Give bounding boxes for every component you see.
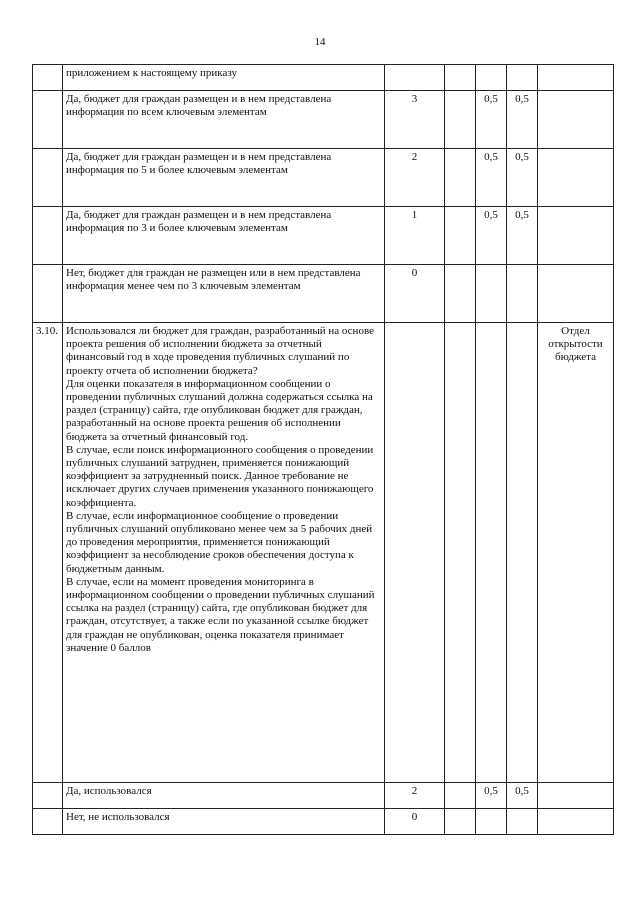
score-cell: 2 [385, 149, 445, 207]
coefficient-b-cell [507, 809, 538, 835]
department-cell [538, 91, 614, 149]
coefficient-b-cell: 0,5 [507, 149, 538, 207]
criterion-text: Да, бюджет для граждан размещен и в нем представлена информация по всем ключевым элементам [63, 91, 385, 149]
row-number [33, 149, 63, 207]
empty-cell [445, 265, 476, 323]
criterion-text: Нет, бюджет для граждан не размещен или в нем представлена информация менее чем по 3 ключевым элементам [63, 265, 385, 323]
row-number [33, 91, 63, 149]
table-row [33, 65, 614, 91]
coefficient-b-cell [507, 323, 538, 783]
department-cell [538, 65, 614, 91]
row-number [33, 265, 63, 323]
empty-cell [445, 323, 476, 783]
department-cell [538, 207, 614, 265]
score-cell [385, 65, 445, 91]
criteria-table [32, 64, 614, 835]
department-cell [538, 265, 614, 323]
row-number [33, 207, 63, 265]
table-row [33, 323, 614, 783]
coefficient-b-cell: 0,5 [507, 783, 538, 809]
coefficient-a-cell: 0,5 [476, 783, 507, 809]
table-row [33, 265, 614, 323]
coefficient-a-cell: 0,5 [476, 207, 507, 265]
coefficient-b-cell: 0,5 [507, 207, 538, 265]
empty-cell [445, 207, 476, 265]
coefficient-a-cell: 0,5 [476, 149, 507, 207]
row-number [33, 783, 63, 809]
coefficient-a-cell [476, 323, 507, 783]
score-cell: 3 [385, 91, 445, 149]
coefficient-a-cell [476, 65, 507, 91]
criterion-text: Да, использовался [63, 783, 385, 809]
score-cell: 0 [385, 809, 445, 835]
department-cell [538, 783, 614, 809]
department-cell [538, 809, 614, 835]
table-row [33, 207, 614, 265]
empty-cell [445, 809, 476, 835]
criterion-text: Использовался ли бюджет для граждан, разработанный на основе проекта решения об исполнении бюджета за отчетный финансовый год в ходе проведения публичных слушаний по проекту отчета об исполнении бюджета? Для оценки показателя в информационном сообщении о проведении публичных слушаний должна содержаться ссылка на раздел (страницу) сайта, где опубликован бюджет для граждан, разработанный на основе проекта решения об исполнении бюджета за отчетный финансовый год. В случае, если поиск информационного сообщения о проведении публичных слушаний затруднен, применяется понижающий коэффициент за затрудненный поиск. Данное требование не исключает других случаев применения указанного понижающего коэффициента. В случае, если информационное сообщение о проведении публичных слушаний опубликовано менее чем за 5 рабочих дней до проведения мероприятия, применяется понижающий коэффициент за несоблюдение сроков обеспечения доступа к бюджетным данным. В случае, если на момент проведения мониторинга в информационном сообщении о проведении публичных слушаний ссылка на раздел (страницу) сайта, где опубликован бюджет для граждан, отсутствует, а также если по указанной ссылке бюджет для граждан не опубликован, оценка показателя принимает значение 0 баллов [63, 323, 385, 783]
empty-cell [445, 149, 476, 207]
coefficient-a-cell: 0,5 [476, 91, 507, 149]
coefficient-a-cell [476, 265, 507, 323]
coefficient-a-cell [476, 809, 507, 835]
department-cell [538, 149, 614, 207]
criterion-text: Да, бюджет для граждан размещен и в нем представлена информация по 3 и более ключевым элементам [63, 207, 385, 265]
score-cell: 1 [385, 207, 445, 265]
score-cell: 2 [385, 783, 445, 809]
empty-cell [445, 91, 476, 149]
coefficient-b-cell [507, 65, 538, 91]
score-cell [385, 323, 445, 783]
table-row [33, 809, 614, 835]
department-cell: Отдел открытости бюджета [538, 323, 614, 783]
empty-cell [445, 783, 476, 809]
coefficient-b-cell: 0,5 [507, 91, 538, 149]
row-number [33, 65, 63, 91]
table-row [33, 149, 614, 207]
score-cell: 0 [385, 265, 445, 323]
empty-cell [445, 65, 476, 91]
criterion-text: Нет, не использовался [63, 809, 385, 835]
table-row [33, 783, 614, 809]
criterion-text: приложением к настоящему приказу [63, 65, 385, 91]
row-number: 3.10. [33, 323, 63, 783]
table-row [33, 91, 614, 149]
row-number [33, 809, 63, 835]
page-number: 14 [314, 36, 326, 48]
coefficient-b-cell [507, 265, 538, 323]
criterion-text: Да, бюджет для граждан размещен и в нем представлена информация по 5 и более ключевым элементам [63, 149, 385, 207]
